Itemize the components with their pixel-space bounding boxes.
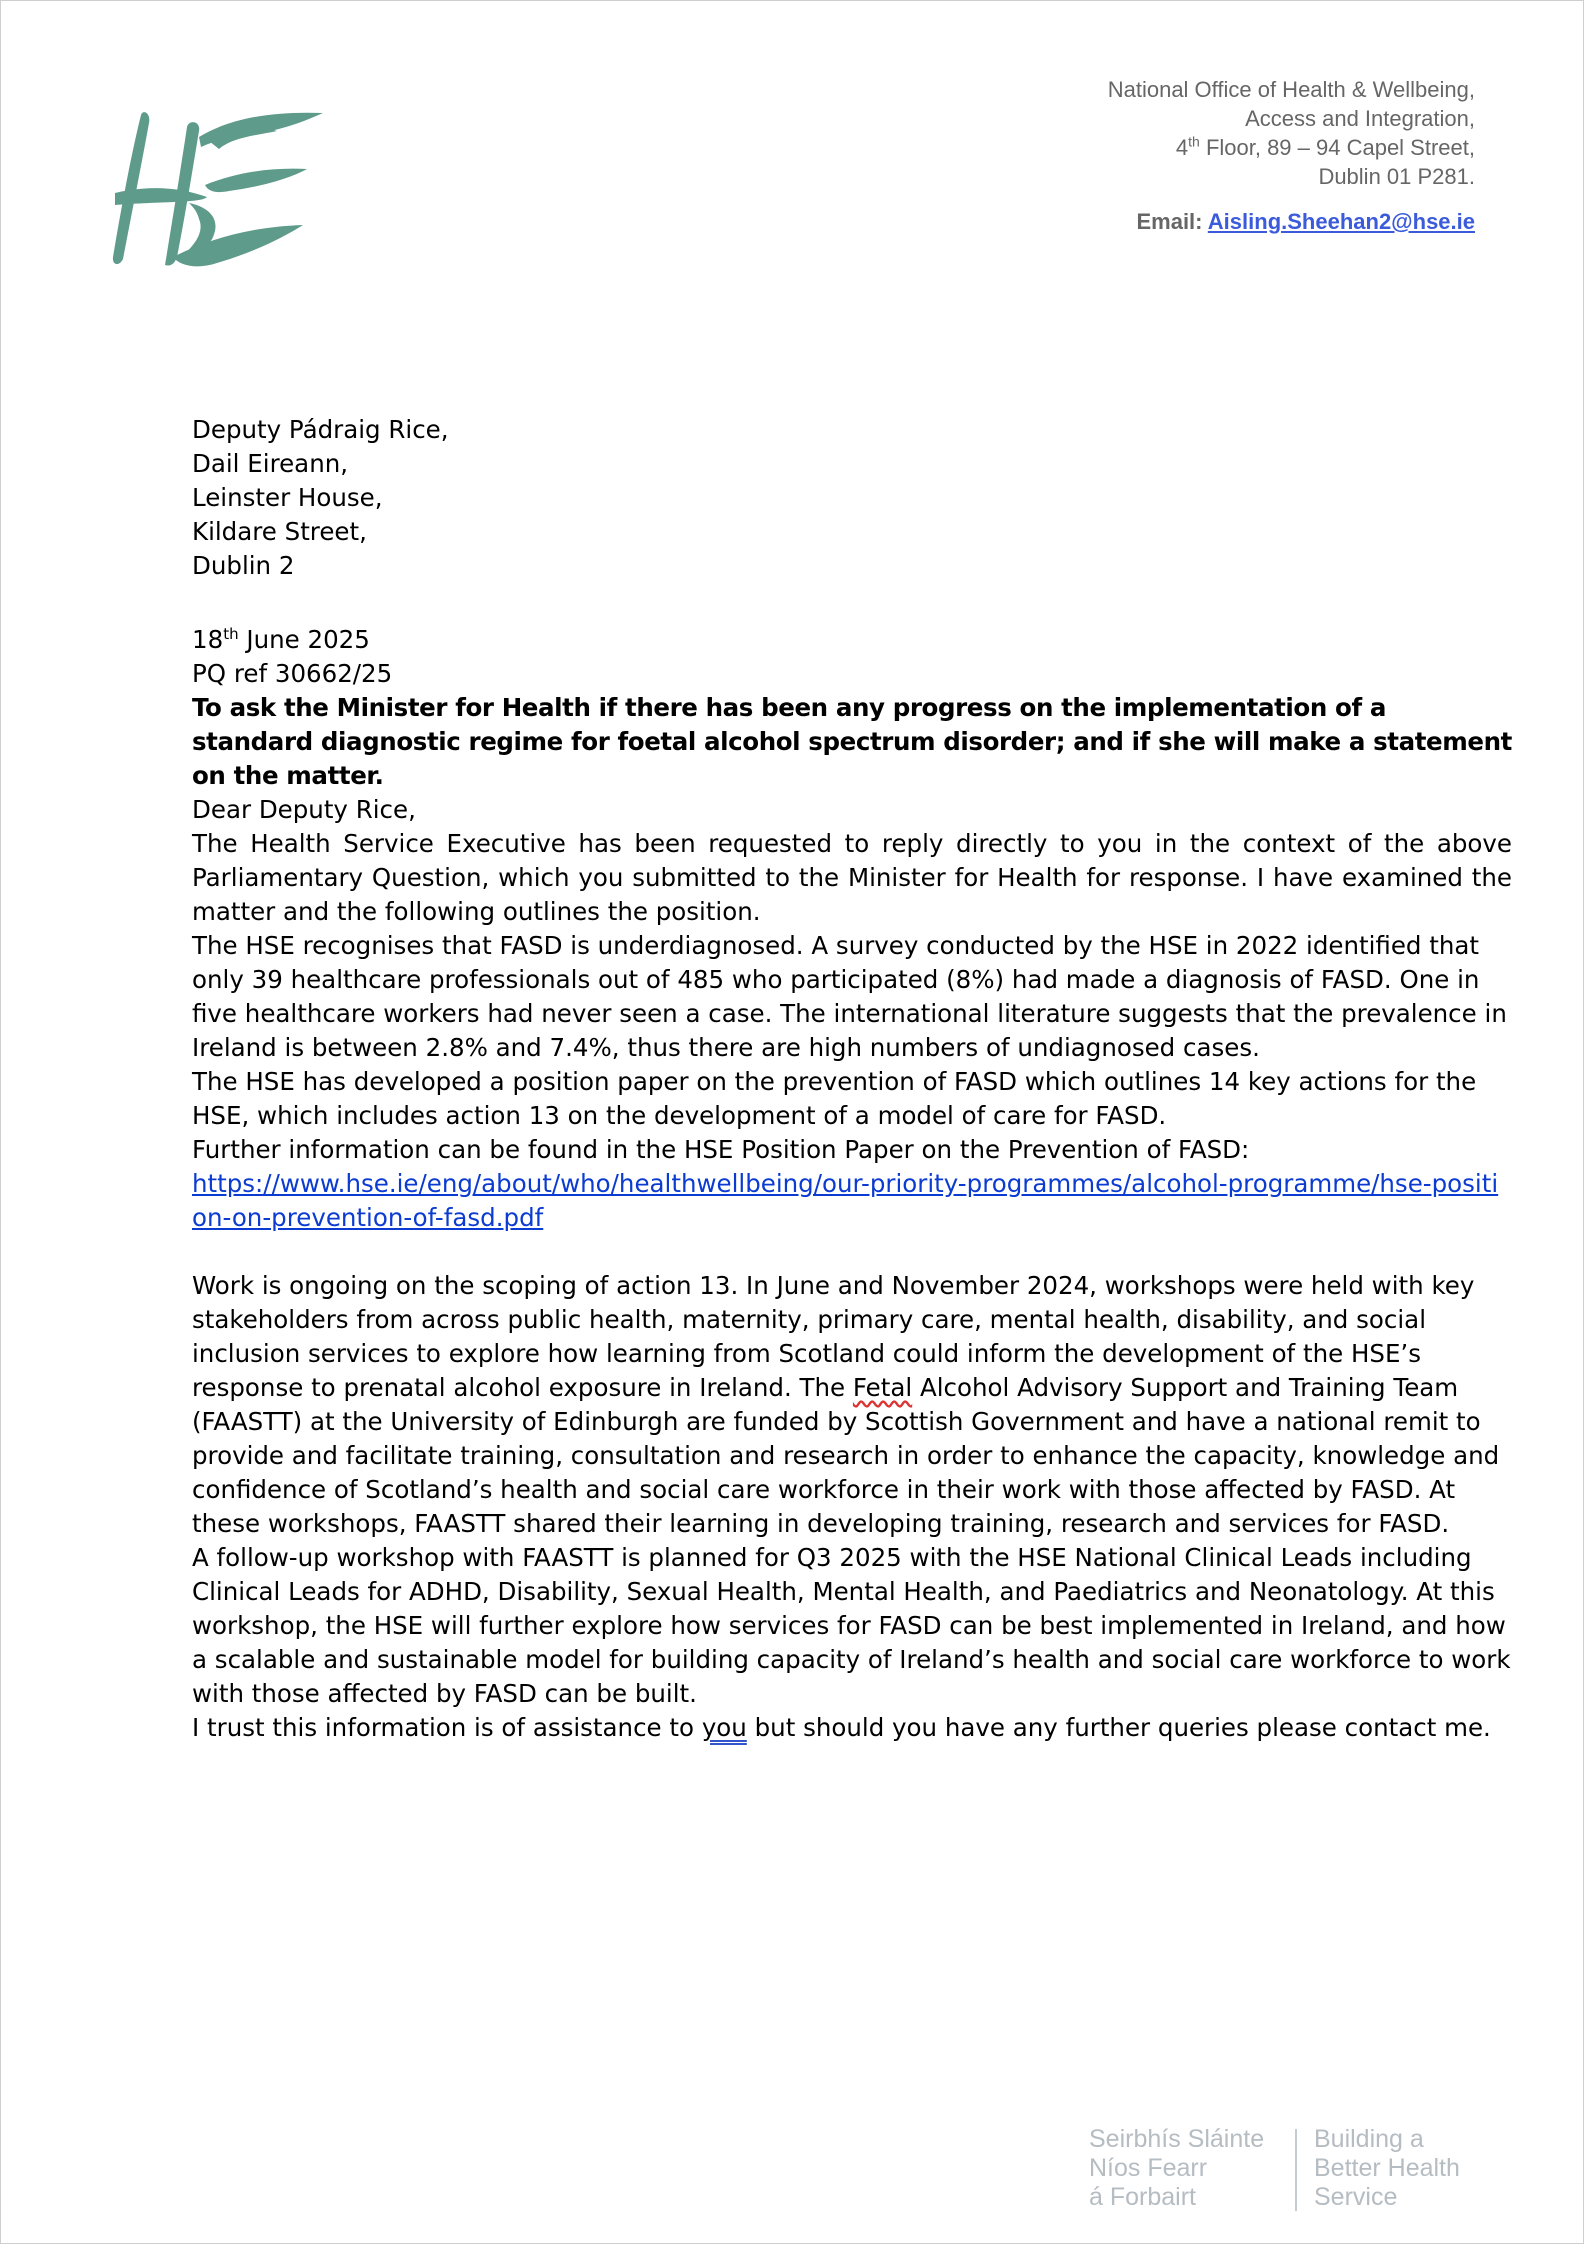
footer-irish-line: á Forbairt <box>1089 2183 1196 2211</box>
footer-irish-line: Níos Fearr <box>1089 2154 1208 2182</box>
letter-body <box>192 413 1512 1745</box>
paragraph-4 <box>192 1133 1512 1235</box>
letter-date: 18th June 2025 <box>192 624 370 654</box>
pq-reference: PQ ref 30662/25 <box>192 659 393 688</box>
recipient-line: Leinster House, <box>192 483 383 512</box>
recipient-line: Dail Eireann, <box>192 449 349 478</box>
sender-email-row <box>875 207 1475 236</box>
footer-english-line: Service <box>1314 2183 1398 2211</box>
paragraph-5: Work is ongoing on the scoping of action 13. In June and November 2024, workshops were held with key stakeholders from across public health, maternity, primary care, mental health, disability, and social inclusion services to explore how learning from Scotland could inform the development of the HSE’s response to prenatal alcohol exposure in Ireland. The Fetal Alcohol Advisory Support and Training Team (FAASTT) at the University of Edinburgh are funded by Scottish Government and have a national remit to provide and facilitate training, consultation and research in order to enhance the capacity, knowledge and confidence of Scotland’s health and social care workforce in their work with those affected by FASD. At these workshops, FAASTT shared their learning in developing training, research and services for FASD. <box>192 1271 1500 1538</box>
email-label: Email: <box>1136 209 1208 234</box>
footer-english-line: Building a <box>1314 2125 1424 2153</box>
paragraph-7: I trust this information is of assistance to you but should you have any further queries please contact me. <box>192 1713 1491 1742</box>
sender-line-1: National Office of Health & Wellbeing, <box>1107 77 1475 102</box>
email-link[interactable]: Aisling.Sheehan2@hse.ie <box>1207 209 1475 234</box>
parliamentary-question: To ask the Minister for Health if there has been any progress on the implementation of a standard diagnostic regime for foetal alcohol spectrum disorder; and if she will make a statement on the matter. <box>192 693 1512 790</box>
sender-line-4: Dublin 01 P281. <box>1318 164 1475 189</box>
footer-irish-line: Seirbhís Sláinte <box>1089 2125 1265 2153</box>
paragraph-1: The Health Service Executive has been requested to reply directly to you in the context of the above Parliamentary Question, which you submitted to the Minister for Health for response. I have examined the matter and the following outlines the position. <box>192 829 1512 926</box>
grammar-marked-word: you <box>701 1713 747 1742</box>
recipient-line: Dublin 2 <box>192 551 295 580</box>
salutation: Dear Deputy Rice, <box>192 795 416 824</box>
paragraph-6: A follow-up workshop with FAASTT is planned for Q3 2025 with the HSE National Clinical Leads including Clinical Leads for ADHD, Disability, Sexual Health, Mental Health, and Paediatrics and Neonatology. At this workshop, the HSE will further explore how services for FASD can be best implemented in Ireland, and how a scalable and sustainable model for building capacity of Ireland’s health and social care workforce to work with those affected by FASD can be built. <box>192 1543 1511 1708</box>
recipient-line: Kildare Street, <box>192 517 367 546</box>
hse-logo-icon <box>109 107 323 273</box>
footer-divider <box>1295 2129 1297 2211</box>
footer-irish <box>1089 2125 1264 2212</box>
spellcheck-word: Fetal <box>852 1373 913 1402</box>
sender-line-3: 4th Floor, 89 – 94 Capel Street, <box>1175 133 1475 160</box>
sender-line-2: Access and Integration, <box>1245 106 1475 131</box>
sender-address <box>875 75 1475 236</box>
position-paper-link[interactable]: https://www.hse.ie/eng/about/who/healthwellbeing/our-priority-programmes/alcohol-programme/hse-position-on-prevention-of-fasd.pdf <box>192 1169 1499 1232</box>
paragraph-4-intro: Further information can be found in the HSE Position Paper on the Prevention of FASD: <box>192 1135 1250 1164</box>
footer-branding <box>1089 2125 1489 2215</box>
recipient-line: Deputy Pádraig Rice, <box>192 415 449 444</box>
paragraph-2: The HSE recognises that FASD is underdiagnosed. A survey conducted by the HSE in 2022 identified that only 39 healthcare professionals out of 485 who participated (8%) had made a diagnosis of FASD. One in five healthcare workers had never seen a case. The international literature suggests that the prevalence in Ireland is between 2.8% and 7.4%, thus there are high numbers of undiagnosed cases. <box>192 931 1507 1062</box>
paragraph-3: The HSE has developed a position paper on the prevention of FASD which outlines 14 key actions for the HSE, which includes action 13 on the development of a model of care for FASD. <box>192 1067 1477 1130</box>
footer-english <box>1314 2125 1460 2212</box>
recipient-address <box>192 413 1512 583</box>
footer-english-line: Better Health <box>1314 2154 1460 2182</box>
